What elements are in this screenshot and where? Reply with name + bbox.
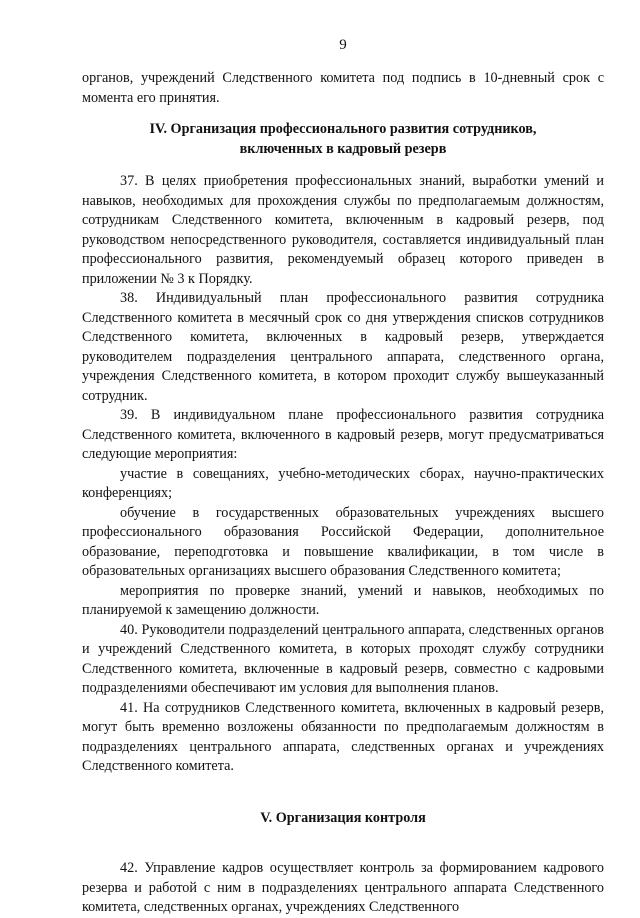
section-v-heading (82, 809, 604, 829)
paragraph-38: 38. Индивидуальный план профессионального развития сотрудника Следственного комитета в месячный срок со дня утверждения списков сотрудников Следственного комитета, включенных в кадровый резерв, утверждается руководителем подразделения центрального аппарата, следственного органа, учреждения Следственного комитета, в котором проходит службу вышеуказанный сотрудник. (82, 290, 604, 404)
section-iv-title-line-1: IV. Организация профессионального развития сотрудников, (149, 121, 537, 137)
document-body (82, 69, 604, 918)
section-v-title: V. Организация контроля (260, 809, 426, 826)
paragraph-37: 37. В целях приобретения профессиональных знаний, выработки умений и навыков, необходимых для прохождения службы по предполагаемым должностям, сотрудникам Следственного комитета, включенным в кадровый резерв, под руководством непосредственного руководителя, составляется индивидуальный план профессионального развития, рекомендуемый образец которого приведен в приложении № 3 к Порядку. (82, 173, 604, 287)
paragraph-40: 40. Руководители подразделений центрального аппарата, следственных органов и учреждений Следственного комитета, в которых проходят службу сотрудники Следственного комитета, включенные в кадровый резерв, совместно с кадровыми подразделениями обеспечивают им условия для выполнения планов. (82, 621, 604, 696)
opening-paragraph: органов, учреждений Следственного комитета под подпись в 10-дневный срок с момента его принятия. (82, 70, 604, 106)
paragraph-42: 42. Управление кадров осуществляет контроль за формированием кадрового резерва и работой с ним в подразделениях центрального аппарата Следственного комитета, следственных органах, учреждениях Следственного (82, 860, 604, 915)
list-item-knowledge-check: мероприятия по проверке знаний, умений и навыков, необходимых по планируемой к замещению должности. (82, 582, 604, 618)
section-iv-heading (82, 120, 604, 159)
paragraph-39: 39. В индивидуальном плане профессионального развития сотрудника Следственного комитета, включенного в кадровый резерв, могут предусматриваться следующие мероприятия: (82, 407, 604, 462)
list-item-education: обучение в государственных образовательных учреждениях высшего профессионального образования Российской Федерации, дополнительное образование, переподготовка и повышение квалификации, в том числе в образовательных организациях высшего образования Следственного комитета; (82, 504, 604, 579)
paragraph-41: 41. На сотрудников Следственного комитета, включенных в кадровый резерв, могут быть временно возложены обязанности по предполагаемым должностям в подразделениях центрального аппарата, следственных органах и учреждениях Следственного комитета. (82, 699, 604, 774)
section-iv-title-line-2: включенных в кадровый резерв (239, 140, 447, 157)
list-item-conferences: участие в совещаниях, учебно-методических сборах, научно-практических конференциях; (82, 465, 604, 501)
page-number: 9 (339, 37, 347, 53)
